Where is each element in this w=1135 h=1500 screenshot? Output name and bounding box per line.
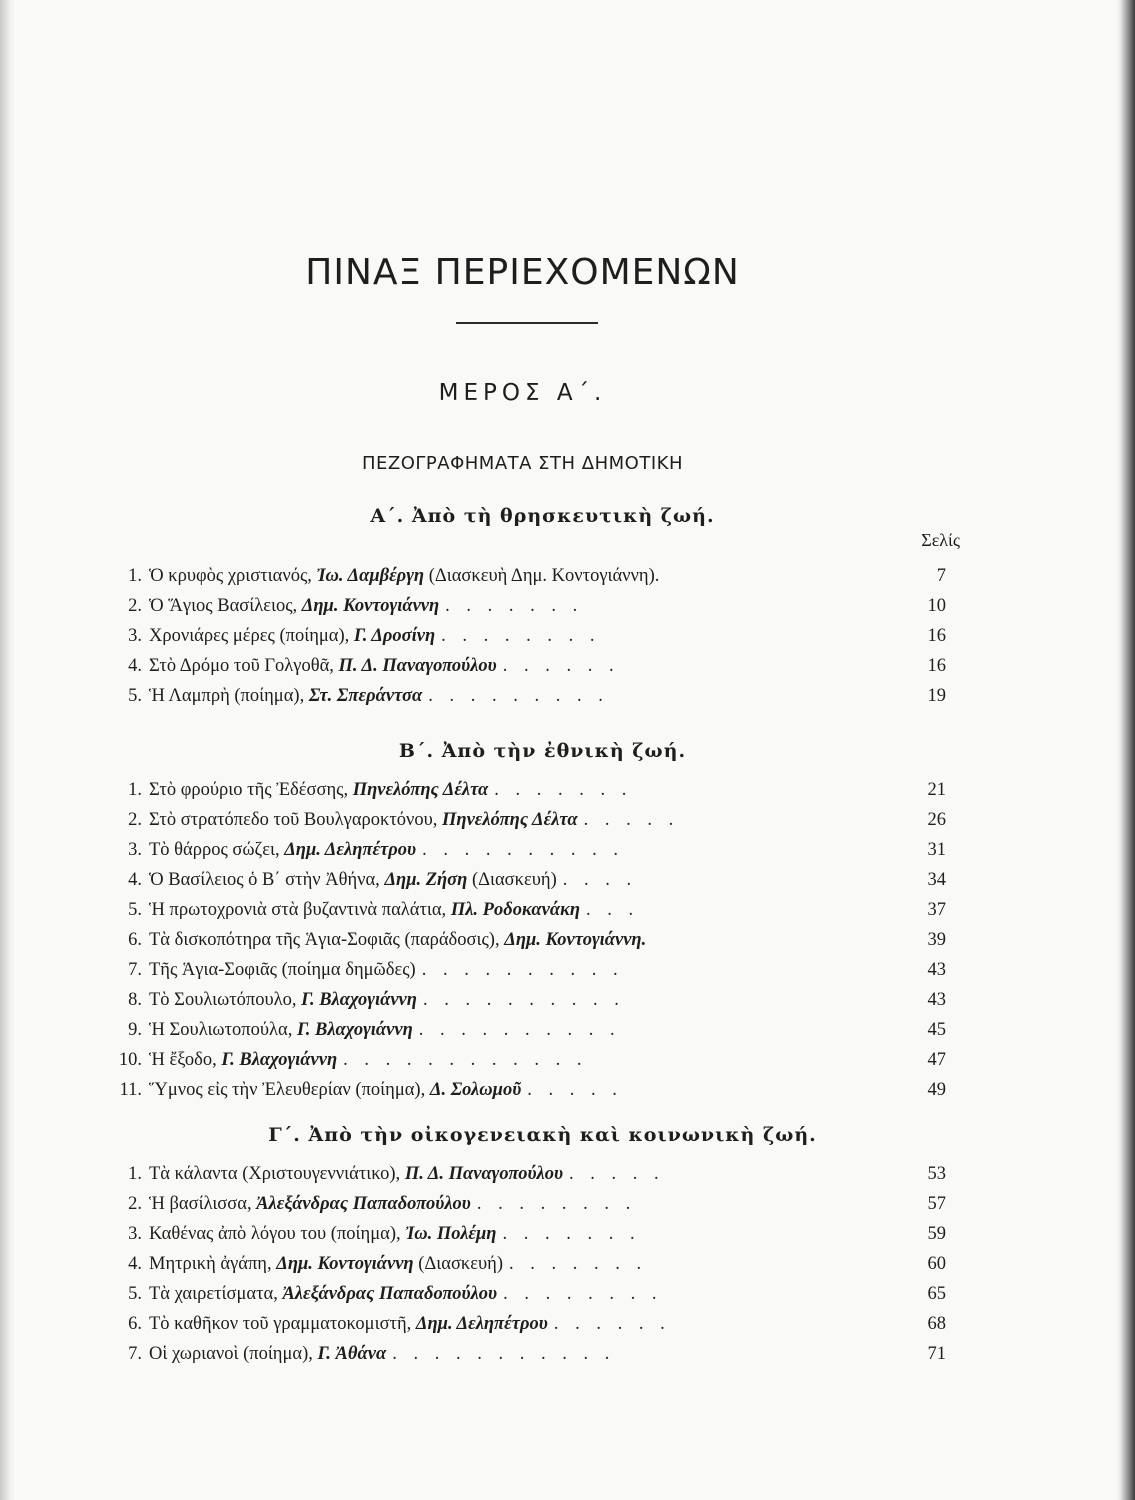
entry-author: Γ. Δροσίνη	[353, 626, 436, 646]
entry-author: Πλ. Ροδοκανάκη	[450, 900, 581, 920]
entry-number: 3.	[128, 626, 142, 646]
entry-title-text: Οἱ χωριανοὶ (ποίημα),	[149, 1344, 318, 1364]
entry-title-text: Ὁ κρυφὸς χριστιανός,	[149, 566, 317, 586]
entry-author: Πηνελόπης Δέλτα	[442, 810, 578, 830]
entry-leader: . . . . . . .	[502, 1224, 641, 1244]
entry-author: Δημ. Δεληπέτρου	[284, 840, 417, 860]
entry-leader: . . . . . . . . . .	[421, 960, 624, 980]
entry-page: 49	[927, 1080, 946, 1100]
entry-title	[149, 930, 646, 951]
entry-leader: . . . . . . . . . .	[418, 1020, 621, 1040]
entry-author: Στ. Σπεράντσα	[308, 686, 423, 706]
entry-leader: . . . . . . . . .	[428, 686, 609, 706]
entry-title-text: Στὸ στρατόπεδο τοῦ Βουλγαροκτόνου,	[149, 810, 443, 830]
entry-author: Δημ. Δεληπέτρου	[415, 1314, 548, 1334]
toc-entry	[110, 960, 946, 986]
entry-author: Δημ. Ζήση	[384, 870, 468, 890]
genre-title: ΠΕΖΟΓΡΑΦΗΜΑΤΑ ΣΤΗ ΔΗΜΟΤΙΚΗ	[362, 453, 683, 474]
entry-title-text: Χρονιάρες μέρες (ποίημα),	[149, 626, 354, 646]
entry-page: 31	[927, 840, 946, 860]
entry-author: Δημ. Κοντογιάννη.	[504, 930, 647, 950]
part-title: ΜΕΡΟΣ Α΄.	[438, 380, 607, 406]
entry-page: 43	[927, 990, 946, 1010]
entry-title-text: Ἡ ἔξοδο,	[149, 1050, 222, 1070]
toc-entry	[110, 1164, 946, 1190]
section-heading-b: Β΄. Ἀπὸ τὴν ἐθνικὴ ζωή.	[398, 740, 687, 762]
toc-entry	[110, 566, 946, 592]
toc-entry	[110, 1344, 946, 1370]
entry-title-text: Τὰ δισκοπότηρα τῆς Ἁγια-Σοφιᾶς (παράδοσις),	[149, 930, 505, 950]
entry-page: 43	[927, 960, 946, 980]
entry-page: 10	[927, 596, 946, 616]
entry-title-text: Ὁ Βασίλειος ὁ Β΄ στὴν Ἀθήνα,	[149, 870, 385, 890]
document-title: ΠΙΝΑΞ ΠΕΡΙΕΧΟΜΕΝΩΝ	[305, 252, 740, 293]
entry-leader: . . . . . . .	[494, 780, 633, 800]
entry-page: 47	[927, 1050, 946, 1070]
section-heading-c: Γ΄. Ἀπὸ τὴν οἰκογενειακὴ καὶ κοινωνικὴ ζωή.	[268, 1124, 817, 1146]
entry-page: 39	[927, 930, 946, 950]
entry-number: 4.	[128, 870, 142, 890]
entry-title	[149, 596, 439, 617]
entry-note: (Διασκευή)	[467, 870, 557, 890]
toc-entry	[110, 1080, 946, 1106]
entry-page: 68	[927, 1314, 946, 1334]
toc-entry	[110, 930, 946, 956]
title-underline	[456, 322, 598, 324]
entry-number: 2.	[128, 810, 142, 830]
toc-entry	[110, 626, 946, 652]
entry-page: 53	[927, 1164, 946, 1184]
entry-number: 11.	[119, 1080, 142, 1100]
entry-number: 9.	[128, 1020, 142, 1040]
entry-title-text: Ἡ Σουλιωτοπούλα,	[149, 1020, 297, 1040]
entry-number: 7.	[128, 1344, 142, 1364]
entry-title	[149, 1080, 521, 1101]
entry-number: 4.	[128, 1254, 142, 1274]
toc-entry	[110, 596, 946, 622]
entry-page: 60	[927, 1254, 946, 1274]
entry-number: 3.	[128, 840, 142, 860]
entry-title	[149, 1284, 497, 1305]
entry-page: 16	[927, 626, 946, 646]
entry-page: 45	[927, 1020, 946, 1040]
entry-title	[149, 1050, 337, 1071]
entry-title	[149, 780, 488, 801]
entry-number: 1.	[128, 780, 142, 800]
toc-entry	[110, 840, 946, 866]
entry-leader: . . . . .	[583, 810, 680, 830]
entry-number: 2.	[128, 596, 142, 616]
entry-author: Π. Δ. Παναγοπούλου	[404, 1164, 564, 1184]
entry-page: 34	[927, 870, 946, 890]
entry-leader: . . . . . . . . . . . .	[343, 1050, 588, 1070]
toc-entry	[110, 810, 946, 836]
entry-page: 59	[927, 1224, 946, 1244]
entry-title-text: Στὸ φρούριο τῆς Ἐδέσσης,	[149, 780, 353, 800]
entry-number: 5.	[128, 686, 142, 706]
entry-author: Ἀλεξάνδρας Παπαδοπούλου	[282, 1284, 498, 1304]
toc-entry	[110, 686, 946, 712]
entry-leader: . . . .	[562, 870, 638, 890]
entry-author: Γ. Βλαχογιάννη	[221, 1050, 338, 1070]
entry-page: 16	[927, 656, 946, 676]
entry-number: 1.	[128, 566, 142, 586]
entry-leader: . . . . .	[527, 1080, 623, 1100]
entry-number: 6.	[128, 930, 142, 950]
entry-title	[149, 870, 557, 891]
entry-author: Ἰω. Πολέμη	[405, 1224, 497, 1244]
entry-title-text: Τὰ χαιρετίσματα,	[149, 1284, 283, 1304]
entry-author: Γ. Ἀθάνα	[317, 1344, 387, 1364]
entry-number: 7.	[128, 960, 142, 980]
entry-number: 10.	[118, 1050, 142, 1070]
entry-title	[149, 840, 416, 861]
entry-title	[149, 900, 580, 921]
entry-leader: . . . . . . . . . . .	[392, 1344, 616, 1364]
toc-entry	[110, 780, 946, 806]
entry-author: Δημ. Κοντογιάννη	[301, 596, 440, 616]
entry-leader: . . . . . . .	[509, 1254, 648, 1274]
entry-title-text: Ἡ Λαμπρὴ (ποίημα),	[149, 686, 309, 706]
toc-entry	[110, 656, 946, 682]
section-heading-a: Α΄. Ἀπὸ τὴ θρησκευτικὴ ζωή.	[370, 505, 715, 527]
entry-title-text: Ἡ βασίλισσα,	[149, 1194, 257, 1214]
entry-title	[149, 656, 497, 677]
entry-title	[149, 990, 417, 1011]
entry-title	[149, 1254, 503, 1275]
toc-entry	[110, 1224, 946, 1250]
entry-title-text: Στὸ Δρόμο τοῦ Γολγοθᾶ,	[149, 656, 339, 676]
entry-title	[149, 1164, 563, 1185]
entry-number: 8.	[128, 990, 142, 1010]
entry-leader: . . . . . . . .	[503, 1284, 663, 1304]
entry-leader: . . . . . .	[502, 656, 620, 676]
entry-leader: . . . . . .	[553, 1314, 671, 1334]
entry-author: Ἰω. Δαμβέργη	[316, 566, 425, 586]
entry-title-text: Ἡ πρωτοχρονιὰ στὰ βυζαντινὰ παλάτια,	[149, 900, 451, 920]
entry-leader: . . . . .	[569, 1164, 665, 1184]
entry-leader: . . . . . . . .	[441, 626, 601, 646]
toc-entry	[110, 1194, 946, 1220]
entry-title-text: Ὁ Ἅγιος Βασίλειος,	[149, 596, 302, 616]
entry-leader: . . . . . . . .	[476, 1194, 637, 1214]
entry-number: 6.	[128, 1314, 142, 1334]
entry-number: 3.	[128, 1224, 142, 1244]
entry-number: 4.	[128, 656, 142, 676]
entry-number: 5.	[128, 900, 142, 920]
entry-page: 26	[927, 810, 946, 830]
toc-entry	[110, 870, 946, 896]
entry-title	[149, 1194, 471, 1215]
entry-author: Δημ. Κοντογιάννη	[276, 1254, 414, 1274]
entry-title	[149, 810, 578, 831]
entry-author: Γ. Βλαχογιάννη	[296, 1020, 413, 1040]
entry-title-text: Τὰ κάλαντα (Χριστουγεννιάτικο),	[149, 1164, 405, 1184]
page-column-label: Σελίς	[921, 530, 960, 550]
entry-page: 57	[927, 1194, 946, 1214]
toc-entry	[110, 1050, 946, 1076]
entry-author: Πηνελόπης Δέλτα	[352, 780, 489, 800]
entry-number: 2.	[128, 1194, 142, 1214]
entry-page: 21	[927, 780, 946, 800]
entry-title-text: Μητρικὴ ἀγάπη,	[149, 1254, 277, 1274]
entry-author: Π. Δ. Παναγοπούλου	[338, 656, 497, 676]
entry-leader: . . . . . . . . . .	[422, 840, 624, 860]
entry-author: Γ. Βλαχογιάννη	[301, 990, 417, 1010]
entry-title-text: Τὸ θάρρος σώζει,	[149, 840, 285, 860]
entry-author: Δ. Σολωμοῦ	[429, 1080, 522, 1100]
entry-number: 5.	[128, 1284, 142, 1304]
toc-entry	[110, 1020, 946, 1046]
entry-title	[149, 1314, 548, 1335]
entry-number: 1.	[128, 1164, 142, 1184]
entry-title	[149, 566, 659, 587]
toc-entry	[110, 1284, 946, 1310]
entry-leader: . . . . . . . . . .	[422, 990, 625, 1010]
entry-title	[149, 1224, 496, 1245]
entry-page: 65	[927, 1284, 946, 1304]
toc-entry	[110, 1254, 946, 1280]
entry-page: 7	[936, 566, 946, 586]
toc-entry	[110, 990, 946, 1016]
entry-leader: . . . . . . .	[445, 596, 584, 616]
entry-page: 19	[927, 686, 946, 706]
entry-note: (Διασκευή)	[413, 1254, 504, 1274]
toc-entry	[110, 1314, 946, 1340]
entry-page: 71	[927, 1344, 946, 1364]
entry-title-text: Καθένας ἀπὸ λόγου του (ποίημα),	[149, 1224, 406, 1244]
entry-title-text: Τὸ Σουλιωτόπουλο,	[149, 990, 302, 1010]
entry-note: (Διασκευὴ Δημ. Κοντογιάννη).	[424, 566, 660, 586]
toc-entry	[110, 900, 946, 926]
entry-title	[149, 1344, 386, 1365]
entry-title	[149, 686, 422, 707]
entry-leader: . . .	[586, 900, 640, 920]
entry-title-text: Ὕμνος εἰς τὴν Ἐλευθερίαν (ποίημα),	[149, 1080, 430, 1100]
entry-title	[149, 1020, 413, 1041]
entry-title	[149, 626, 435, 647]
entry-title-text: Τὸ καθῆκον τοῦ γραμματοκομιστῆ,	[149, 1314, 416, 1334]
entry-title-text: Τῆς Ἁγια-Σοφιᾶς (ποίημα δημῶδες)	[149, 960, 416, 980]
entry-title	[149, 960, 416, 981]
entry-page: 37	[927, 900, 946, 920]
entry-author: Ἀλεξάνδρας Παπαδοπούλου	[256, 1194, 471, 1214]
